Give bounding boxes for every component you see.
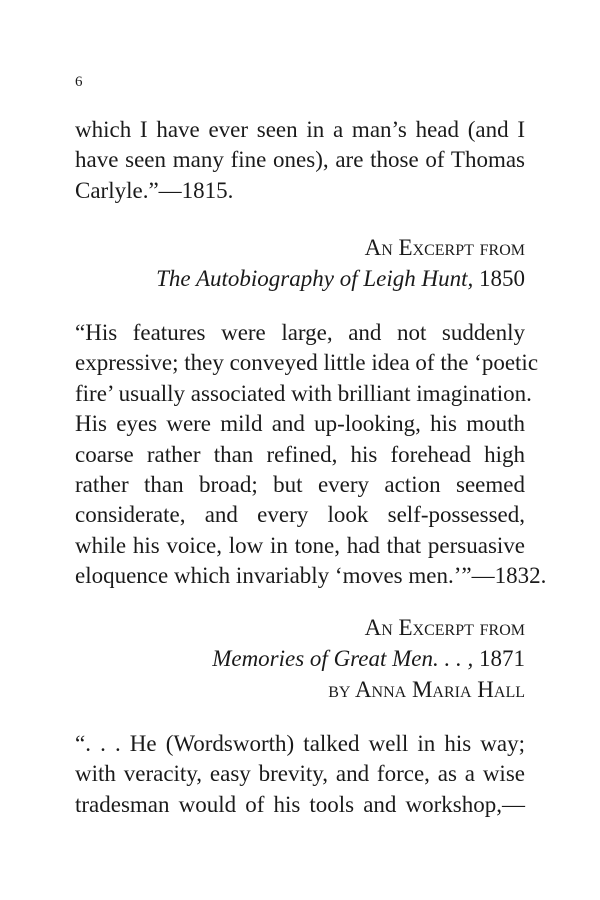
paragraph-line: “. . . He (Wordsworth) talked well in his way;	[75, 731, 525, 756]
source-year: 1871	[473, 646, 525, 671]
paragraph-line: coarse rather than refined, his forehead high	[75, 441, 525, 467]
paragraph-wordsworth-quote	[75, 729, 525, 820]
paragraph-line: Carlyle.”—1815.	[75, 177, 234, 203]
paragraph-line: which I have ever seen in a man’s head (and I	[75, 117, 525, 142]
excerpt-label: An Excerpt from	[364, 235, 525, 260]
paragraph-line: His eyes were mild and up-looking, his mouth	[75, 411, 525, 437]
attribution-leigh-hunt	[75, 232, 525, 294]
paragraph-line: “His features were large, and not suddenly	[75, 320, 525, 345]
paragraph-line: fire’ usually associated with brilliant imagination.	[75, 380, 532, 406]
paragraph-line: with veracity, easy brevity, and force, as a wise	[75, 761, 525, 787]
paragraph-line: tradesman would of his tools and workshop,—	[75, 791, 525, 817]
source-title: Memories of Great Men. . . ,	[212, 646, 474, 671]
paragraph-line: eloquence which invariably ‘moves men.’”—1832.	[75, 563, 547, 589]
excerpt-label: An Excerpt from	[364, 615, 525, 640]
source-title: The Autobiography of Leigh Hunt,	[156, 266, 474, 291]
paragraph-carlyle-quote	[75, 115, 525, 206]
paragraph-line: have seen many fine ones), are those of Thomas	[75, 147, 525, 173]
paragraph-line: considerate, and every look self-possessed,	[75, 502, 525, 528]
attribution-anna-maria-hall	[75, 612, 525, 705]
page-number: 6	[75, 74, 83, 90]
source-year: 1850	[473, 266, 525, 291]
source-line	[75, 263, 525, 294]
paragraph-line: expressive; they conveyed little idea of the ‘poetic	[75, 350, 539, 376]
paragraph-hunt-quote	[75, 318, 547, 592]
source-line	[75, 643, 525, 674]
paragraph-line: rather than broad; but every action seemed	[75, 471, 525, 497]
paragraph-line: while his voice, low in tone, had that persuasive	[75, 532, 525, 558]
source-author: by Anna Maria Hall	[328, 677, 525, 702]
